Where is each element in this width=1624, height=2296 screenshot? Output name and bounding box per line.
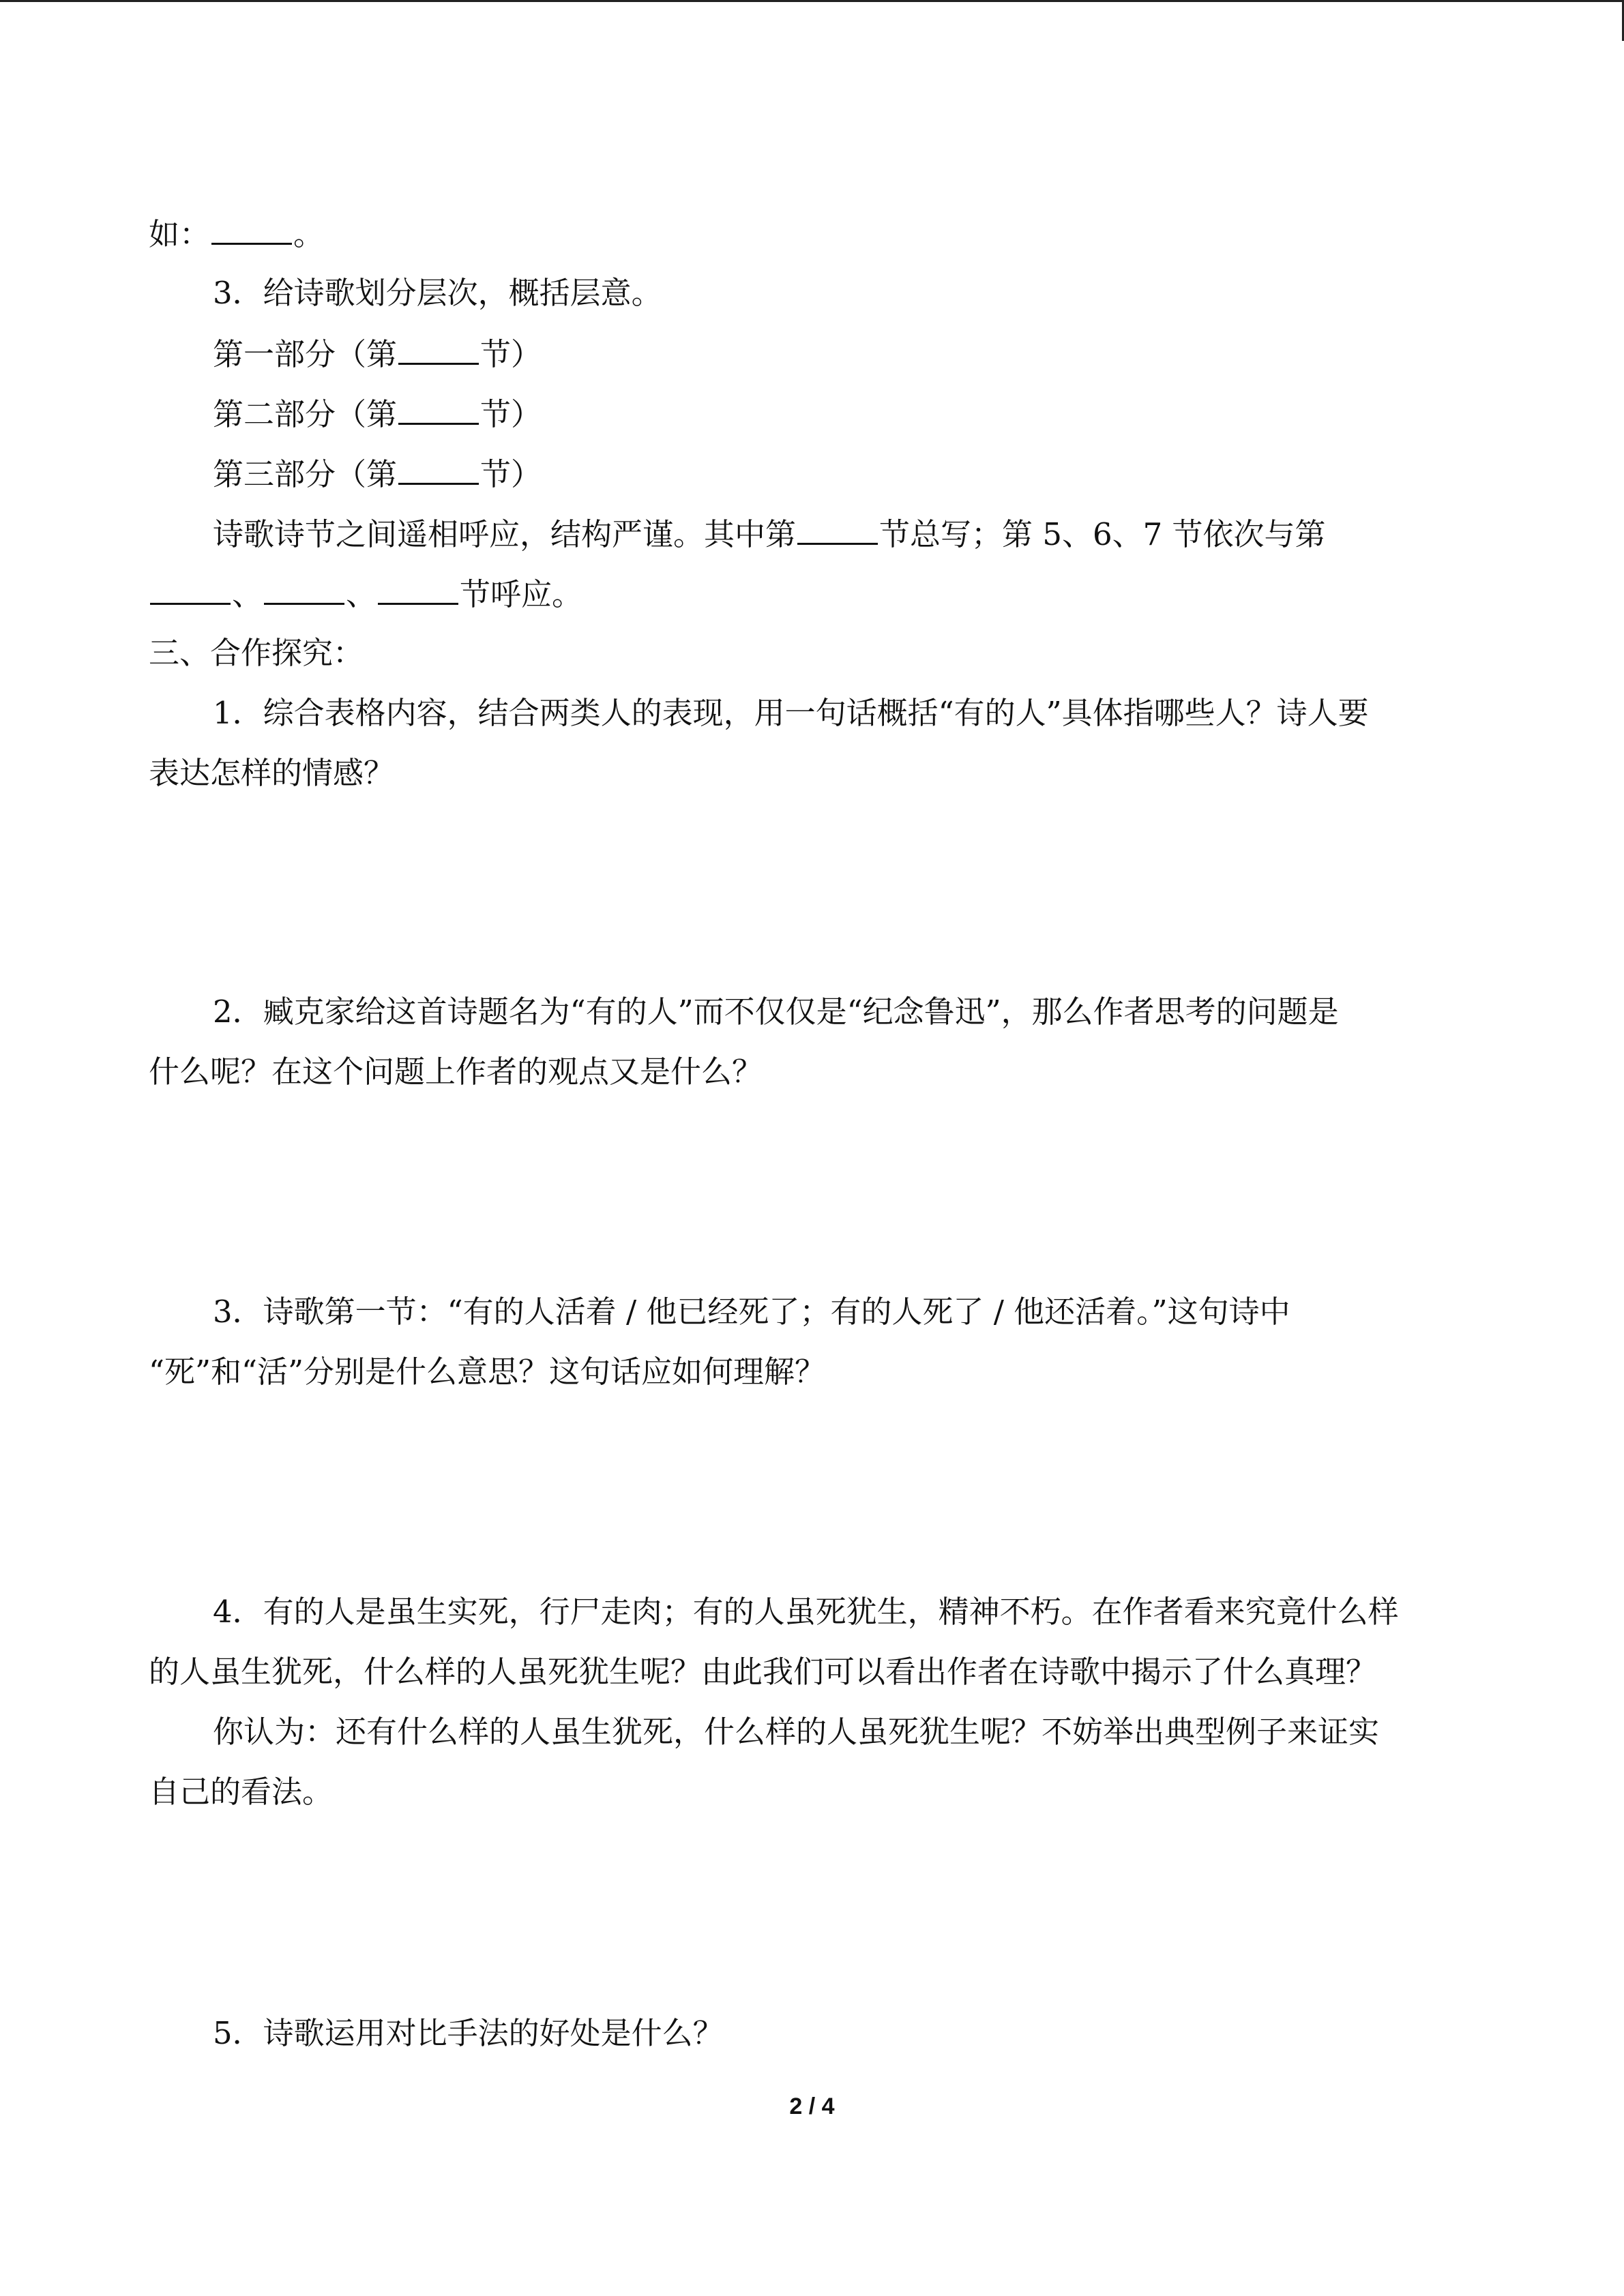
question-1-cont	[149, 753, 394, 794]
line-text: 3．诗歌第一节：“有的人活着 / 他已经死了；有的人死了 / 他还活着。”这句诗中	[213, 1294, 1290, 1330]
line-text: 第二部分（第	[213, 396, 398, 432]
line-text: 自己的看法。	[149, 1774, 334, 1810]
answer-blank[interactable]	[797, 513, 878, 545]
answer-blank[interactable]	[378, 573, 458, 605]
line-text: 4．有的人是虽生实死，行尸走肉；有的人虽死犹生，精神不朽。在作者看来究竟什么样	[213, 1594, 1399, 1630]
part-three-line	[213, 453, 542, 495]
line-text: 、	[232, 576, 263, 612]
question-4	[213, 1592, 1399, 1632]
question-5	[213, 2013, 724, 2054]
structure-line-cont	[149, 573, 582, 615]
answer-blank[interactable]	[398, 393, 479, 425]
section-heading	[149, 633, 364, 674]
page-number: 2 / 4	[789, 2093, 835, 2119]
question-4-cont	[149, 1652, 1376, 1693]
line-text: 诗歌诗节之间遥相呼应，结构严谨。其中第	[213, 516, 797, 552]
line-text: 。	[293, 216, 325, 252]
line-text: 表达怎样的情感？	[149, 755, 395, 791]
line-text: 2．臧克家给这首诗题名为“有的人”而不仅仅是“纪念鲁迅”，那么作者思考的问题是	[213, 994, 1339, 1030]
question-2-cont	[149, 1052, 763, 1092]
line-text: 1．综合表格内容，结合两类人的表现，用一句话概括“有的人”具体指哪些人？诗人要	[213, 695, 1369, 731]
answer-blank[interactable]	[150, 573, 231, 605]
line-text: 的人虽生犹死，什么样的人虽死犹生呢？由此我们可以看出作者在诗歌中揭示了什么真理？	[149, 1654, 1377, 1690]
answer-blank[interactable]	[398, 333, 479, 365]
part-one-line	[213, 333, 542, 375]
question-4-extension	[213, 1712, 1379, 1753]
question-3-heading	[213, 273, 662, 314]
page-top-border	[0, 0, 1624, 2]
line-text: 节）	[480, 456, 542, 492]
question-1	[213, 693, 1369, 734]
line-text: 、	[346, 576, 377, 612]
line-text: 节总写；第 5、6、7 节依次与第	[879, 516, 1326, 552]
line-text: 什么呢？在这个问题上作者的观点又是什么？	[149, 1054, 763, 1090]
part-two-line	[213, 393, 542, 435]
line-text: 节）	[480, 336, 542, 372]
line-text: 节）	[480, 396, 542, 432]
question-2	[213, 992, 1339, 1032]
text-line	[149, 213, 324, 255]
question-3-cont	[149, 1352, 825, 1392]
line-text: 第三部分（第	[213, 456, 398, 492]
line-text: 5．诗歌运用对比手法的好处是什么？	[213, 2015, 724, 2051]
line-text: “死”和“活”分别是什么意思？这句话应如何理解？	[149, 1354, 826, 1390]
structure-line	[213, 513, 1326, 555]
question-4-extension-cont	[149, 1772, 333, 1813]
line-text: 第一部分（第	[213, 336, 398, 372]
answer-blank[interactable]	[264, 573, 344, 605]
line-text: 节呼应。	[460, 576, 583, 612]
answer-blank[interactable]	[398, 453, 479, 485]
line-text: 你认为：还有什么样的人虽生犹死，什么样的人虽死犹生呢？不妨举出典型例子来证实	[213, 1714, 1380, 1750]
line-text: 3．给诗歌划分层次，概括层意。	[213, 275, 662, 311]
line-text: 如：	[149, 216, 211, 252]
question-3	[213, 1292, 1290, 1332]
line-text: 三、合作探究：	[149, 635, 364, 671]
answer-blank[interactable]	[211, 213, 292, 245]
